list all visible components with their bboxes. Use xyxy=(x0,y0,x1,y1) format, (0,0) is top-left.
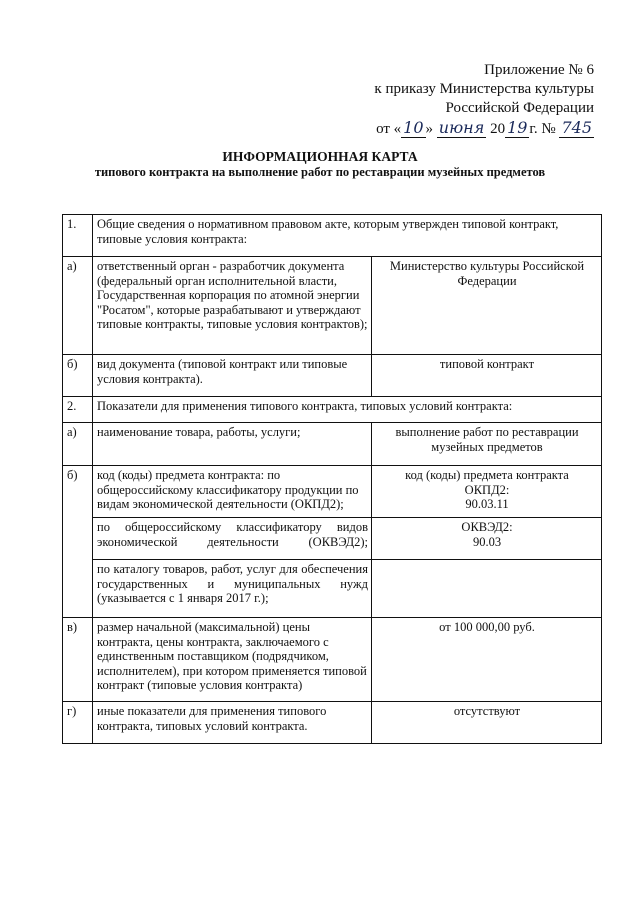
order-number: 745 xyxy=(561,118,592,137)
row-number: 2. xyxy=(63,397,93,423)
row-value xyxy=(372,560,602,618)
table-row xyxy=(63,215,602,257)
value-line: ОКВЭД2: xyxy=(461,520,513,534)
value-line: код (коды) предмета контракта xyxy=(405,468,569,482)
info-card-table xyxy=(62,214,602,744)
date-prefix: от « xyxy=(376,121,402,137)
value-line: 90.03 xyxy=(472,534,502,549)
document-title: ИНФОРМАЦИОННАЯ КАРТА xyxy=(222,149,418,164)
row-label: ответственный орган - разработчик документа (федеральный орган исполнительной власти, Государственная корпорация по атомной энергии "Росатом", которые разрабатывают и утверждают типовые контракты, типовые условия контрактов); xyxy=(93,257,372,355)
appendix-date-line xyxy=(374,118,594,139)
table-row xyxy=(63,702,602,744)
value-line: 90.03.11 xyxy=(465,497,509,511)
section-heading: Общие сведения о нормативном правовом акте, которым утвержден типовой контракт, типовые условия контракта: xyxy=(93,215,602,257)
row-label: вид документа (типовой контракт или типовые условия контракта). xyxy=(93,355,372,397)
date-month: июня xyxy=(438,118,485,137)
row-label: код (коды) предмета контракта: по общероссийскому классификатору продукции по видам экономической деятельности (ОКПД2); xyxy=(93,466,372,518)
row-number: г) xyxy=(63,702,93,744)
section-heading: Показатели для применения типового контракта, типовых условий контракта: xyxy=(93,397,602,423)
row-value: выполнение работ по реставрации музейных предметов xyxy=(372,423,602,466)
appendix-order-ref: к приказу Министерства культуры xyxy=(374,81,594,97)
appendix-number: Приложение № 6 xyxy=(484,62,594,78)
row-number: б) xyxy=(63,466,93,618)
appendix-ministry: Российской Федерации xyxy=(445,100,594,116)
row-label: по каталогу товаров, работ, услуг для обеспечения государственных и муниципальных нужд (указывается с 1 января 2017 г.); xyxy=(93,560,372,618)
date-sep: » xyxy=(425,121,434,137)
table-row xyxy=(63,423,602,466)
appendix-header xyxy=(374,61,594,139)
table-row xyxy=(63,518,602,560)
row-label: размер начальной (максимальной) цены контракта, цены контракта, заключаемого с единственным поставщиком (подрядчиком, исполнителем), при котором применяется типовой контракт (типовые условия контракта) xyxy=(93,618,372,702)
table-row xyxy=(63,466,602,518)
document-subtitle: типового контракта на выполнение работ по реставрации музейных предметов xyxy=(94,165,546,179)
row-value: от 100 000,00 руб. xyxy=(372,618,602,702)
row-number: 1. xyxy=(63,215,93,257)
row-number: в) xyxy=(63,618,93,702)
table-row xyxy=(63,257,602,355)
table-row xyxy=(63,397,602,423)
date-year: 19 xyxy=(507,118,528,137)
row-number: а) xyxy=(63,423,93,466)
row-number: а) xyxy=(63,257,93,355)
row-value: типовой контракт xyxy=(372,355,602,397)
row-label: иные показатели для применения типового контракта, типовых условий контракта. xyxy=(93,702,372,744)
date-year-suffix: г. № xyxy=(529,121,556,137)
row-number: б) xyxy=(63,355,93,397)
row-value xyxy=(372,466,602,518)
row-value: отсутствуют xyxy=(372,702,602,744)
table-row xyxy=(63,355,602,397)
table-row xyxy=(63,560,602,618)
value-line: ОКПД2: xyxy=(464,482,510,497)
table-row xyxy=(63,618,602,702)
row-value xyxy=(372,518,602,560)
row-label: наименование товара, работы, услуги; xyxy=(93,423,372,466)
date-year-prefix: 20 xyxy=(490,121,506,137)
date-day: 10 xyxy=(403,118,424,137)
row-label: по общероссийскому классификатору видов экономической деятельности (ОКВЭД2); xyxy=(93,518,372,560)
row-value: Министерство культуры Российской Федерации xyxy=(372,257,602,355)
